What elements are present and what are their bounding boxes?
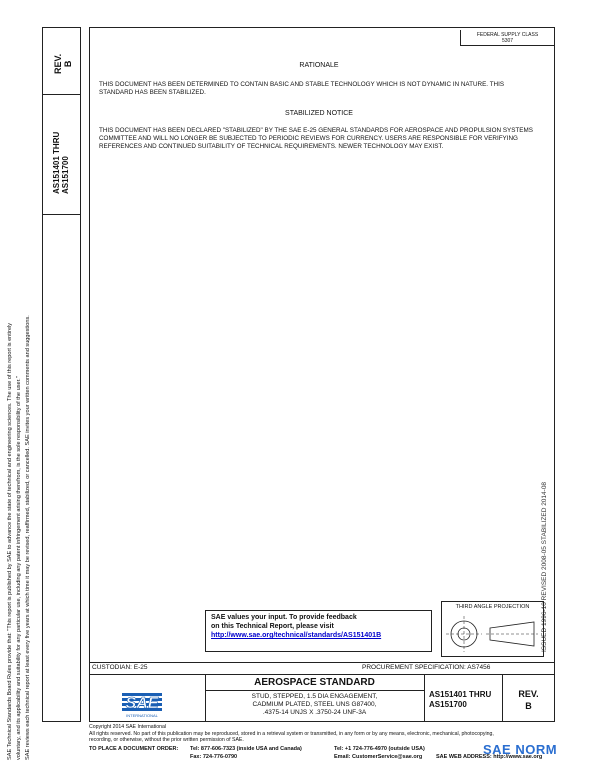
rev-box-text bbox=[53, 54, 73, 74]
rationale-text: THIS DOCUMENT HAS BEEN DETERMINED TO CONTAIN BASIC AND STABLE TECHNOLOGY WHICH IS NOT DYNAMIC IN NATURE. THIS STANDARD HAS BEEN STABILIZED. bbox=[99, 81, 505, 96]
projection-box bbox=[441, 601, 544, 657]
divider bbox=[89, 674, 555, 675]
rev-box bbox=[43, 28, 80, 95]
standard-description bbox=[205, 693, 424, 717]
rights2: recording, or otherwise, without the prior written permission of SAE. bbox=[89, 737, 244, 744]
title-rev bbox=[502, 688, 555, 712]
issue-dates: ISSUED 1996-10 REVISED 2008-05 STABILIZED 2014-08 bbox=[541, 481, 548, 652]
tel2: Tel: +1 724-776-4970 (outside USA) bbox=[334, 746, 425, 752]
fsc-label: FEDERAL SUPPLY CLASS bbox=[476, 32, 539, 38]
tel: Tel: 877-606-7323 (inside USA and Canada) bbox=[190, 746, 302, 752]
desc-line2: CADMIUM PLATED, STEEL UNS G87400, bbox=[252, 701, 377, 708]
feedback-box bbox=[205, 610, 432, 652]
divider bbox=[205, 690, 424, 691]
divider bbox=[424, 674, 425, 722]
doc-range-box bbox=[43, 94, 80, 215]
footer bbox=[89, 724, 559, 744]
fax: Fax: 724-776-0790 bbox=[190, 754, 238, 760]
feedback-link[interactable]: http://www.sae.org/technical/standards/AS151401B bbox=[211, 632, 382, 639]
procurement-spec: PROCUREMENT SPECIFICATION: AS7456 bbox=[362, 664, 491, 671]
desc-line1: STUD, STEPPED, 1.5 DIA ENGAGEMENT, bbox=[251, 693, 378, 700]
copyright: Copyright 2014 SAE International bbox=[89, 724, 166, 730]
federal-supply-class bbox=[460, 30, 554, 46]
side-notice bbox=[6, 180, 33, 760]
sae-logo bbox=[118, 687, 170, 724]
projection-symbol bbox=[442, 612, 543, 656]
custodian: CUSTODIAN: E-25 bbox=[92, 664, 148, 671]
stabilized-text: THIS DOCUMENT HAS BEEN DECLARED "STABILIZED" BY THE SAE E-25 GENERAL STANDARDS FOR AEROSPACE AND PROPULSION SYSTEMS COMMITTEE AND WILL NO LONGER BE SUBJECTED TO PERIODIC REVIEWS FOR CURRENCY. USERS ARE RESPONSIBLE FOR VERIFYING REFERENCES AND CONTINUED SUITABILITY OF TECHNICAL REQUIREMENTS. NEWER TECHNOLOGY MAY EXIST. bbox=[99, 127, 533, 150]
logo-sub: INTERNATIONAL bbox=[126, 713, 158, 718]
logo-text: SAE bbox=[125, 695, 159, 712]
rights: All rights reserved. No part of this publication may be reproduced, stored in a retrieval system or transmitted, in any form or by any means, electronic, mechanical, photocopying, bbox=[89, 730, 494, 737]
feedback-line1: SAE values your input. To provide feedback bbox=[211, 614, 357, 621]
side-notice-line3: SAE reviews each technical report at least every five years at which time it may be revised, reaffirmed, stabilized, or cancelled. SAE invites your written comments and suggestions. bbox=[25, 315, 31, 760]
projection-label: THIRD ANGLE PROJECTION bbox=[455, 604, 530, 610]
rev-value: B bbox=[63, 60, 73, 68]
divider bbox=[89, 662, 555, 663]
sae-norm-watermark: SAE NORM bbox=[483, 742, 558, 757]
doc-range-line2: AS151700 bbox=[61, 156, 70, 194]
standard-title: AEROSPACE STANDARD bbox=[254, 677, 375, 688]
web-address: SAE WEB ADDRESS: http://www.sae.org bbox=[436, 754, 543, 760]
rationale-heading: RATIONALE bbox=[299, 62, 339, 69]
rev-label: REV. bbox=[53, 53, 63, 74]
side-notice-line1: SAE Technical Standards Board Rules provide that: "This report is published by SAE to advance the state of technical and engineering sciences. The use of this report is entirely bbox=[7, 322, 13, 760]
order-label: TO PLACE A DOCUMENT ORDER: bbox=[89, 746, 179, 752]
left-column bbox=[42, 27, 81, 722]
fsc-value: 5307 bbox=[501, 38, 514, 44]
doc-range-text bbox=[52, 132, 70, 194]
side-notice-line2: voluntary, and its applicability and suitability for any particular use, including any patent infringement arising therefrom, is the sole responsibility of the user." bbox=[16, 376, 22, 760]
email: Email: CustomerService@sae.org bbox=[334, 754, 423, 760]
doc-line1: AS151401 THRU bbox=[429, 690, 492, 699]
title-rev-label: REV. bbox=[518, 689, 539, 699]
sae-logo-mark bbox=[118, 687, 170, 719]
doc-number bbox=[429, 690, 491, 710]
stabilized-heading: STABILIZED NOTICE bbox=[285, 110, 353, 117]
feedback-line2: on this Technical Report, please visit bbox=[211, 623, 334, 630]
title-rev-value: B bbox=[525, 701, 532, 711]
desc-line3: .4375-14 UNJS X .3750-24 UNF-3A bbox=[262, 709, 367, 716]
doc-line2: AS151700 bbox=[429, 700, 467, 709]
doc-range-line1: AS151401 THRU bbox=[52, 131, 61, 194]
